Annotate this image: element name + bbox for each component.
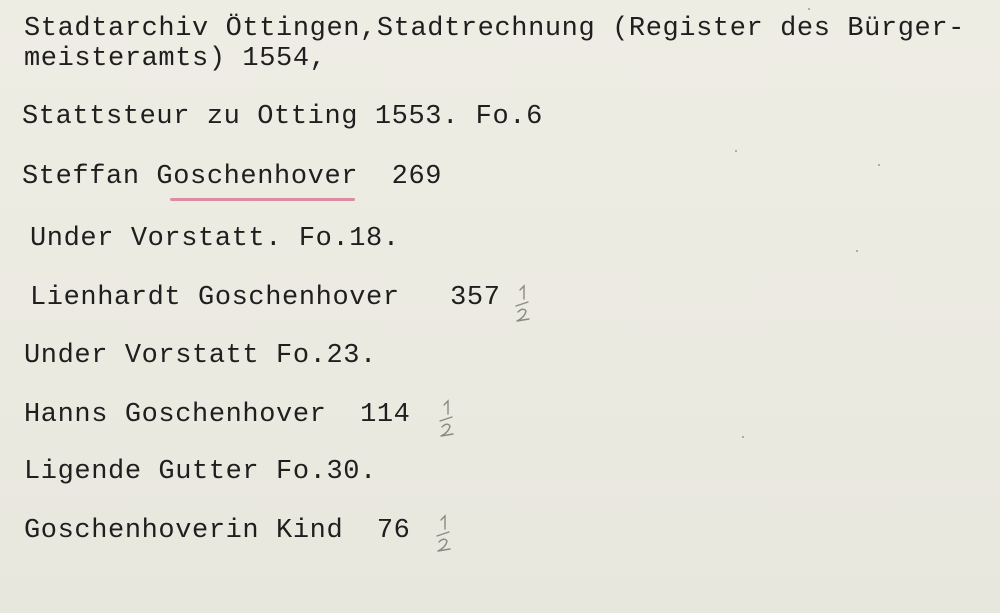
amount-value: 76 <box>376 516 411 546</box>
fraction-half-handwritten <box>514 284 534 324</box>
paper-speck <box>856 250 858 252</box>
entry-steffan-goschenhover <box>22 162 442 192</box>
fraction-half-handwritten <box>435 514 455 554</box>
entry-ligende-gutter: Ligende Gutter Fo.30. <box>24 457 377 487</box>
entry-goschenhoverin-kind <box>24 516 410 546</box>
paper-speck <box>742 436 744 438</box>
entry-lienhardt-goschenhover <box>30 283 501 313</box>
paper-speck <box>808 8 810 10</box>
entry-under-vorstatt-23: Under Vorstatt Fo.23. <box>24 341 377 371</box>
entry-hanns-goschenhover <box>24 400 410 430</box>
person-name: Goschenhoverin Kind <box>24 516 344 546</box>
paper-speck <box>878 164 880 166</box>
person-name: Hanns Goschenhover <box>24 400 327 430</box>
amount-value: 357 <box>450 283 501 313</box>
header-line-2: meisteramts) 1554, <box>24 44 327 74</box>
paper-speck <box>735 150 737 152</box>
person-name: Lienhardt Goschenhover <box>30 283 400 313</box>
amount-value: 269 <box>391 162 443 192</box>
person-name: Steffan Goschenhover <box>22 162 359 192</box>
entry-tax-register: Stattsteur zu Otting 1553. Fo.6 <box>22 102 543 132</box>
fraction-half-handwritten <box>438 399 458 439</box>
amount-value: 114 <box>360 400 411 430</box>
name-underline <box>170 198 355 201</box>
entry-under-vorstatt-18: Under Vorstatt. Fo.18. <box>30 224 400 254</box>
header-line-1: Stadtarchiv Öttingen,Stadtrechnung (Register des Bürger- <box>24 14 965 44</box>
